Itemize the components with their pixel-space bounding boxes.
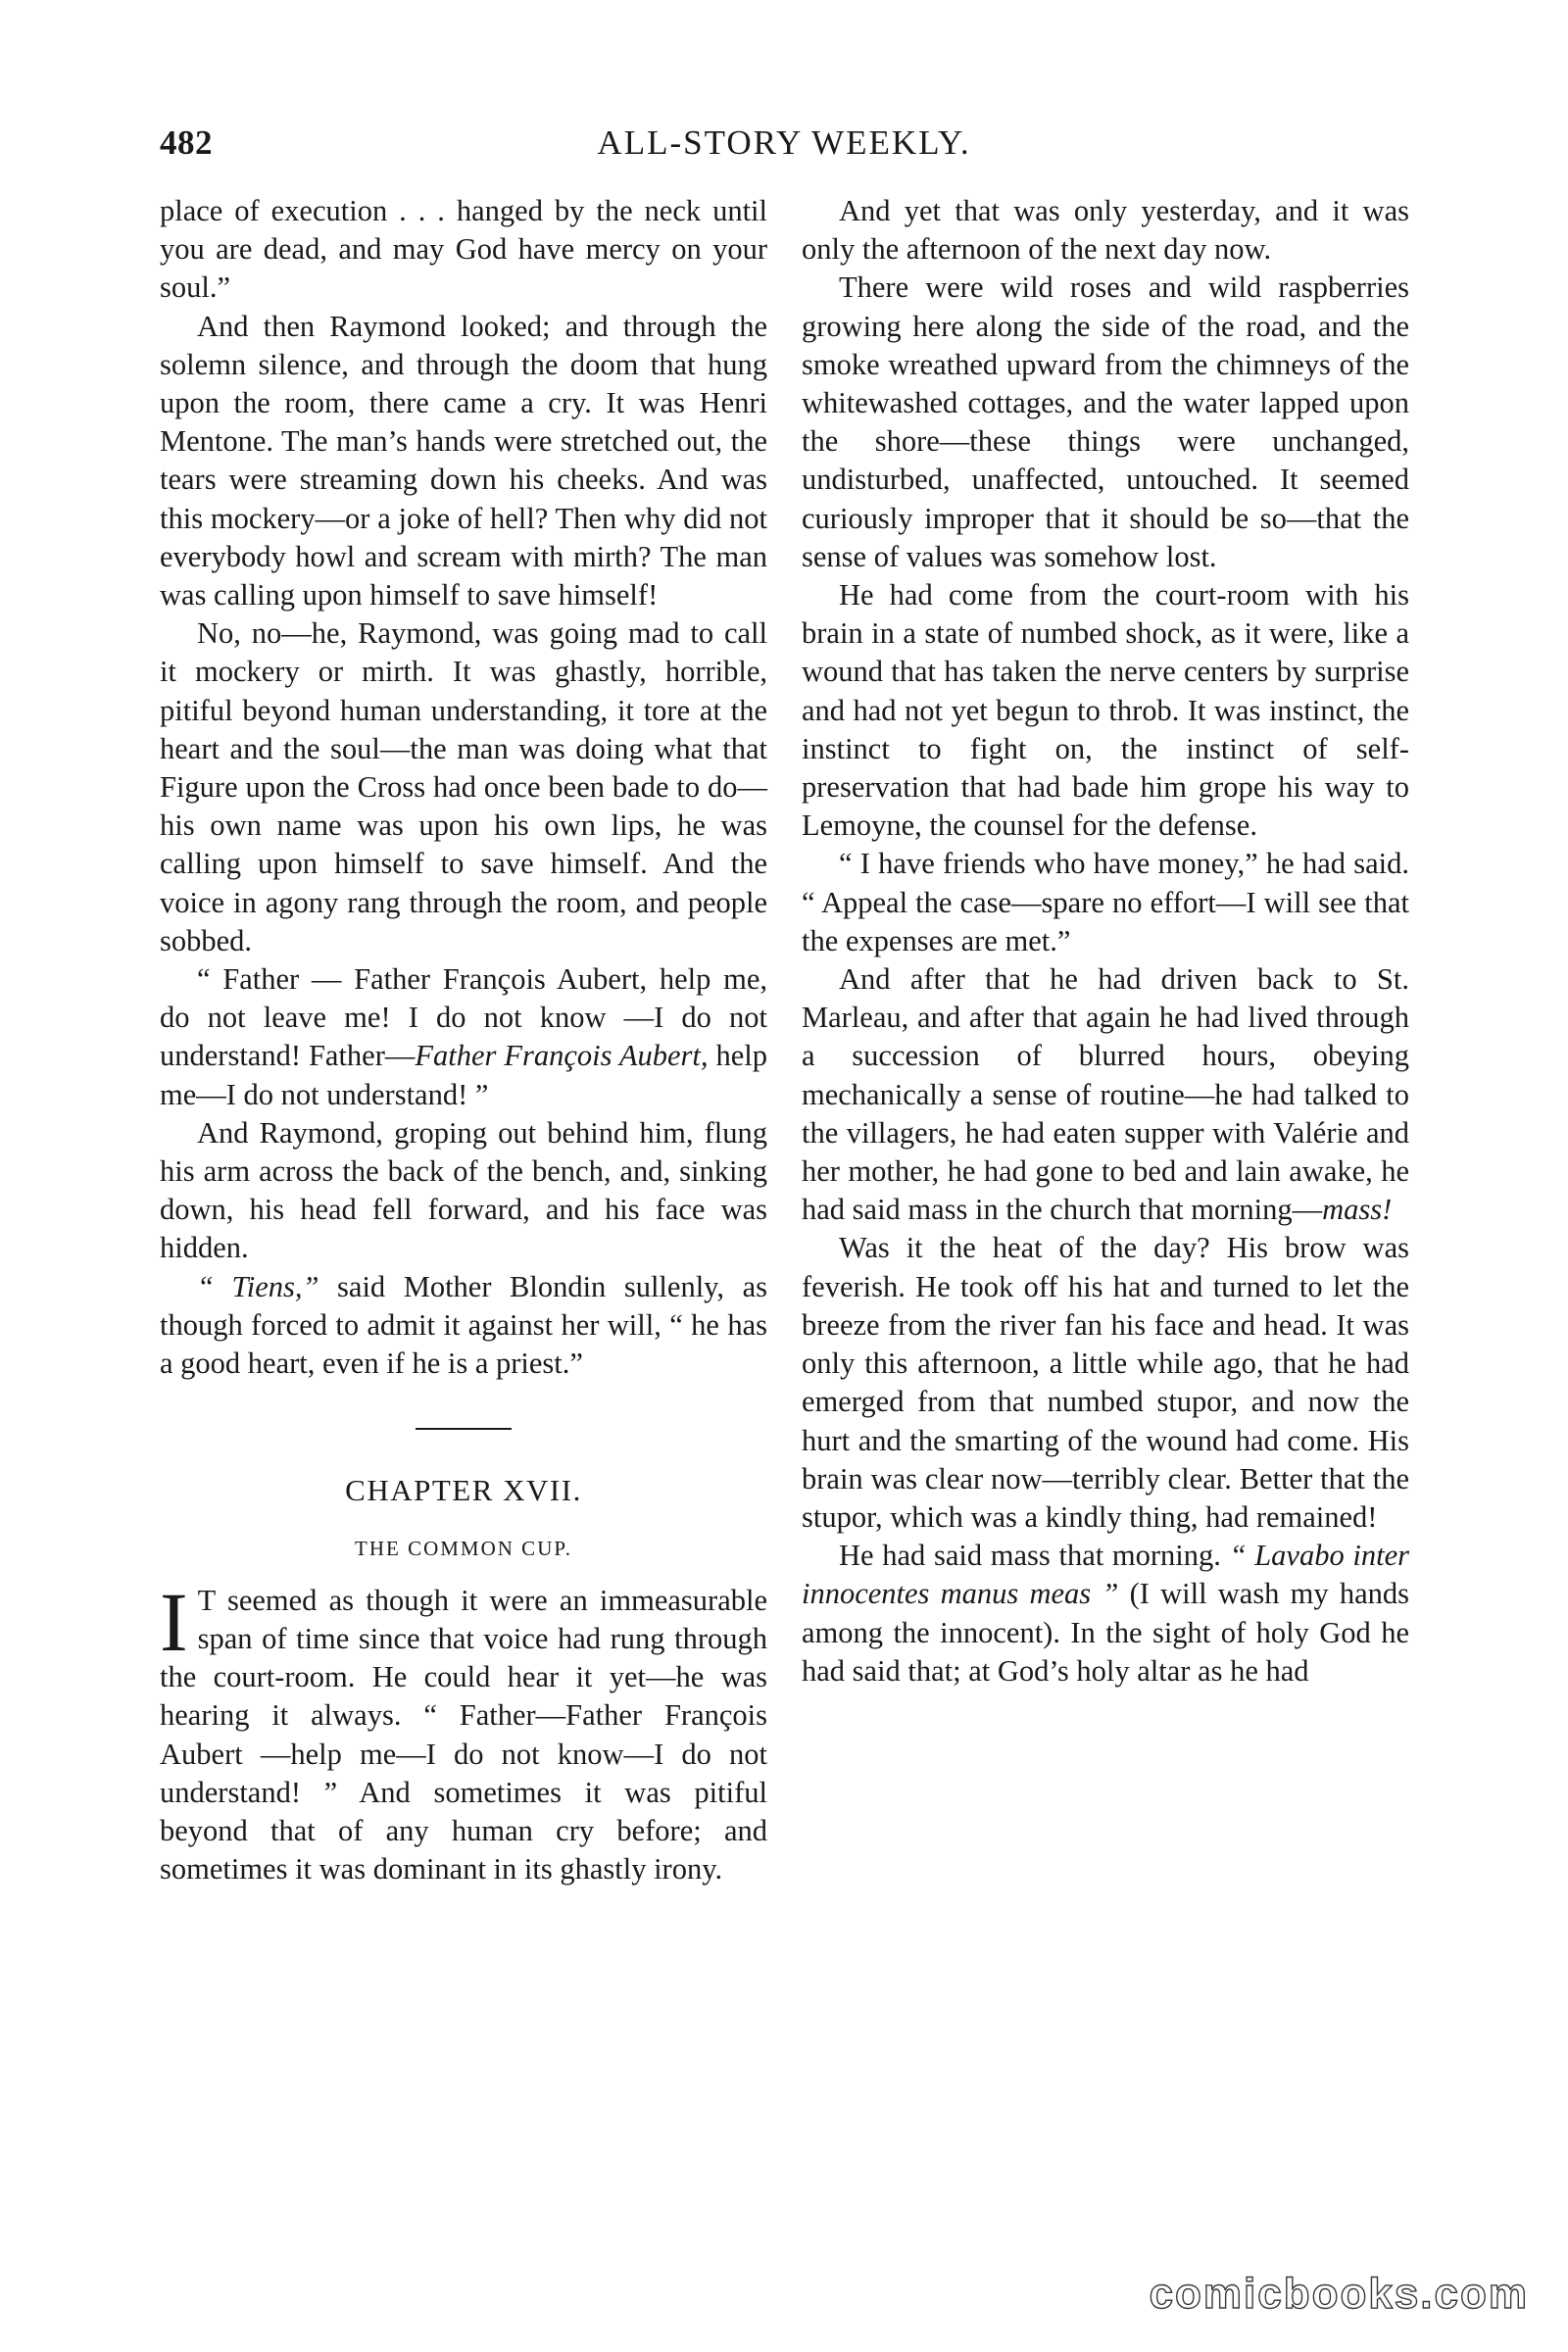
chapter-title: CHAPTER XVII. [345, 1473, 582, 1508]
paragraph: No, no—he, Raymond, was going mad to call it mockery or mirth. It was ghastly, horrible, pitiful beyond human understanding, it tore at the heart and the soul—the man was doing what that Figure upon the Cross had once been bade to do—his own name was upon his own lips, he was calling upon himself to save himself. And the voice in agony rang through the room, and people sobbed. [160, 616, 767, 957]
paragraph [802, 960, 1409, 1229]
running-title: ALL-STORY WEEKLY. [597, 123, 971, 162]
paragraph [160, 1268, 767, 1384]
paragraph: place of execution . . . hanged by the neck until you are dead, and may God have mercy on your soul.” [160, 194, 767, 305]
paragraph: And yet that was only yesterday, and it was only the afternoon of the next day now. [802, 194, 1409, 267]
paragraph-text: help me—I do not understand! ” [160, 1039, 768, 1111]
italic-word: “ Tiens,” [197, 1269, 319, 1303]
paragraph: And Raymond, groping out behind him, flung his arm across the back of the bench, and, sinking down, his head fell forward, and his face was hidden. [160, 1115, 767, 1265]
paragraph-text: (I will wash my hands among the innocent). In the sight of holy God he had said that; at God’s holy altar as he had [802, 1577, 1409, 1688]
page-header [160, 116, 1408, 171]
paragraph [160, 960, 767, 1114]
italic-word: mass! [1322, 1193, 1393, 1227]
page-number: 482 [160, 123, 213, 162]
paragraph: There were wild roses and wild raspberries growing here along the side of the road, and the smoke wreathed upward from the chimneys of the whitewashed cottages, and the water lapped upon the shore—these things were unchanged, undisturbed, unaffected, untouched. It seemed curiously improper that it should be so—that the sense of values was somehow lost. [802, 270, 1409, 573]
paragraph-text: said Mother Blondin sullenly, as though forced to admit it against her will, “ he has a good heart, even if he is a priest.” [160, 1269, 767, 1381]
watermark: comicbooks.com [1149, 2270, 1529, 2318]
paragraph-text: He had said mass that morning. [839, 1539, 1221, 1573]
paragraph: “ I have friends who have money,” he had said. “ Appeal the case—spare no effort—I will see that the expenses are met.” [802, 847, 1409, 957]
paragraph: He had come from the court-room with his brain in a state of numbed shock, as it were, like a wound that has taken the nerve centers by surprise and had not yet begun to throb. It was instinct, the instinct to fight on, the instinct of self-preservation that had bade him grope his way to Lemoyne, the counsel for the defense. [802, 578, 1409, 843]
paragraph-text: T seemed as though it were an immeasurable span of time since that voice had rung through the court-room. He could hear it yet—he was hearing it always. “ Father—Father François Aubert —help me—I do not know—I do not understand! ” And sometimes it was pitiful beyond that of any human cry before; and sometimes it was dominant in its ghastly irony. [160, 1583, 767, 1886]
paragraph-text: And after that he had driven back to St. Marleau, and after that again he had lived through a succession of blurred hours, obeying mechanically a sense of routine—he had talked to the villagers, he had eaten supper with Valérie and her mother, he had gone to bed and lain awake, he had said mass in the church that morning— [802, 962, 1409, 1227]
chapter-subtitle: THE COMMON CUP. [355, 1536, 572, 1560]
section-divider [416, 1428, 512, 1430]
paragraph-text: “ Father — Father François Aubert, help me, do not leave me! I do not know —I do not understand! Father— [160, 962, 767, 1073]
paragraph: Was it the heat of the day? His brow was feverish. He took off his hat and turned to let the breeze from the river fan his face and head. It was only this afternoon, a little while ago, that he had emerged from that numbed stupor, and now the hurt and the smarting of the wound had come. His brain was clear now—terribly clear. Better that the stupor, which was a kindly thing, had remained! [802, 1231, 1409, 1534]
chapter-opening-paragraph [160, 1574, 767, 1889]
paragraph: And then Raymond looked; and through the solemn silence, and through the doom that hung upon the room, there came a cry. It was Henri Mentone. The man’s hands were stretched out, the tears were streaming down his cheeks. And was this mockery—or a joke of hell? Then why did not everybody howl and scream with mirth? The man was calling upon himself to save himself! [160, 309, 767, 612]
left-column [160, 192, 767, 1888]
italic-latin: “ Lavabo inter innocentes manus meas ” [802, 1539, 1409, 1611]
right-column [802, 192, 1409, 1690]
italic-name: Father François Aubert, [415, 1039, 709, 1073]
drop-cap: I [160, 1574, 188, 1669]
paragraph [802, 1537, 1409, 1690]
